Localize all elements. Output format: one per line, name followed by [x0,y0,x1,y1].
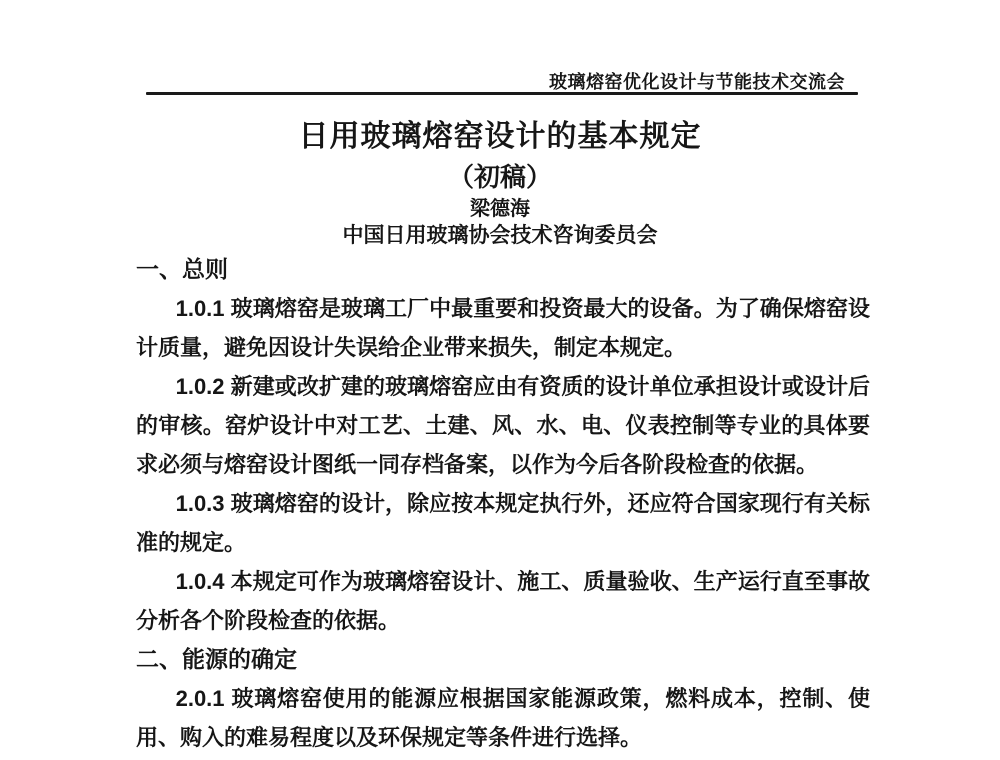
document-author: 梁德海 [470,198,530,220]
paragraph-1-0-3: 1.0.3 玻璃熔窑的设计，除应按本规定执行外，还应符合国家现行有关标准的规定。 [136,491,870,555]
paragraph-2-0-1: 2.0.1 玻璃熔窑使用的能源应根据国家能源政策，燃料成本，控制、使用、购入的难易程度以及环保规定等条件进行选择。 [136,686,870,750]
paragraph-1-0-4: 1.0.4 本规定可作为玻璃熔窑设计、施工、质量验收、生产运行直至事故分析各个阶段检查的依据。 [136,569,870,633]
title-block [0,116,1000,250]
document-body [136,250,870,757]
section-heading-energy-determination: 二、能源的确定 [136,646,297,672]
document-subtitle-draft: （初稿） [447,162,552,192]
section-heading-general-rules: 一、总则 [136,256,228,282]
paragraph-1-0-1: 1.0.1 玻璃熔窑是玻璃工厂中最重要和投资最大的设备。为了确保熔窑设计质量，避免因设计失误给企业带来损失，制定本规定。 [136,296,870,360]
running-header-conference-title: 玻璃熔窑优化设计与节能技术交流会 [549,72,845,92]
document-organization: 中国日用玻璃协会技术咨询委员会 [342,224,658,247]
paragraph-1-0-2: 1.0.2 新建或改扩建的玻璃熔窑应由有资质的设计单位承担设计或设计后的审核。窑炉设计中对工艺、土建、风、水、电、仪表控制等专业的具体要求必须与熔窑设计图纸一同存档备案，以作为今后各阶段检查的依据。 [136,374,870,477]
document-title: 日用玻璃熔窑设计的基本规定 [298,120,702,153]
header-rule [146,92,858,95]
